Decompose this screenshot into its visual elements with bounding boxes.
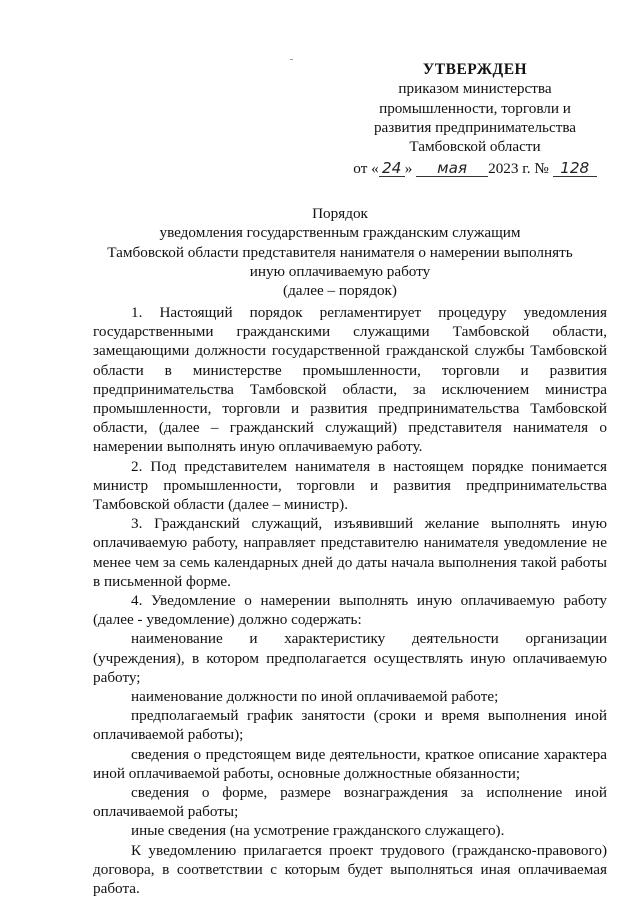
paragraph-3: 3. Гражданский служащий, изъявивший желание выполнять иную оплачиваемую работу, направляет представителю нанимателя уведомление не менее чем за семь календарных дней до даты начала выполнения такой работы в письменной форме. [93,515,607,590]
title-line-4: иную оплачиваемую работу [249,262,431,280]
order-number-handwritten: 128 [553,160,597,177]
list-item-3: предполагаемый график занятости (сроки и время выполнения иной оплачиваемой работы); [93,707,607,744]
date-mid: » [404,159,413,177]
approval-stamp-block [340,60,610,178]
approval-line-1: приказом министерства [398,80,552,98]
approval-line-3: развития предпринимательства [373,119,577,137]
date-month-handwritten: мая [416,160,488,177]
document-body [93,303,607,898]
list-item-5: сведения о форме, размере вознаграждения за исполнение иной оплачиваемой работы; [93,784,607,821]
paragraph-1: 1. Настоящий порядок регламентирует процедуру уведомления государственными гражданскими служащими Тамбовской области, замещающими должности государственной гражданской службы Тамбовской области в министерстве промышленности, торговли и развития предпринимательства Тамбовской области, за исключением министра промышленности, торговли и развития предпринимательства Тамбовской области, (далее – гражданский служащий) представителя нанимателя о намерении выполнять иную оплачиваемую работу. [93,304,607,456]
date-year: 2023 г. № [488,159,549,177]
title-line-5: (далее – порядок) [283,282,397,300]
scan-speck [290,59,293,60]
title-line-2: уведомления государственным гражданским служащим [159,224,521,242]
title-line-1: Порядок [312,205,368,222]
title-line-3: Тамбовской области представителя нанимателя о намерении выполнять [107,243,573,261]
list-item-1: наименование и характеристику деятельности организации (учреждения), в котором предполагается осуществлять иную оплачиваемую работу; [93,630,607,686]
list-item-2: наименование должности по иной оплачиваемой работе; [131,688,499,706]
approval-line-4: Тамбовской области [409,138,541,156]
date-day-handwritten: 24 [379,160,405,177]
paragraph-2: 2. Под представителем нанимателя в настоящем порядке понимается министр промышленности, торговли и развития предпринимательства Тамбовской области (далее – министр). [93,457,607,514]
paragraph-4: 4. Уведомление о намерении выполнять иную оплачиваемую работу (далее - уведомление) должно содержать: [93,592,607,629]
approval-title: УТВЕРЖДЕН [422,61,528,78]
approval-date-line [340,159,610,178]
document-title [90,204,590,300]
list-item-4: сведения о предстоящем виде деятельности, краткое описание характера иной оплачиваемой работы, основные должностные обязанности; [93,745,607,782]
paragraph-5: К уведомлению прилагается проект трудового (гражданско-правового) договора, в соответствии с которым будет выполняться иная оплачиваемая работа. [93,841,607,898]
list-item-6: иные сведения (на усмотрение гражданского служащего). [131,822,505,840]
approval-line-2: промышленности, торговли и [379,99,571,117]
date-prefix: от « [353,159,379,177]
